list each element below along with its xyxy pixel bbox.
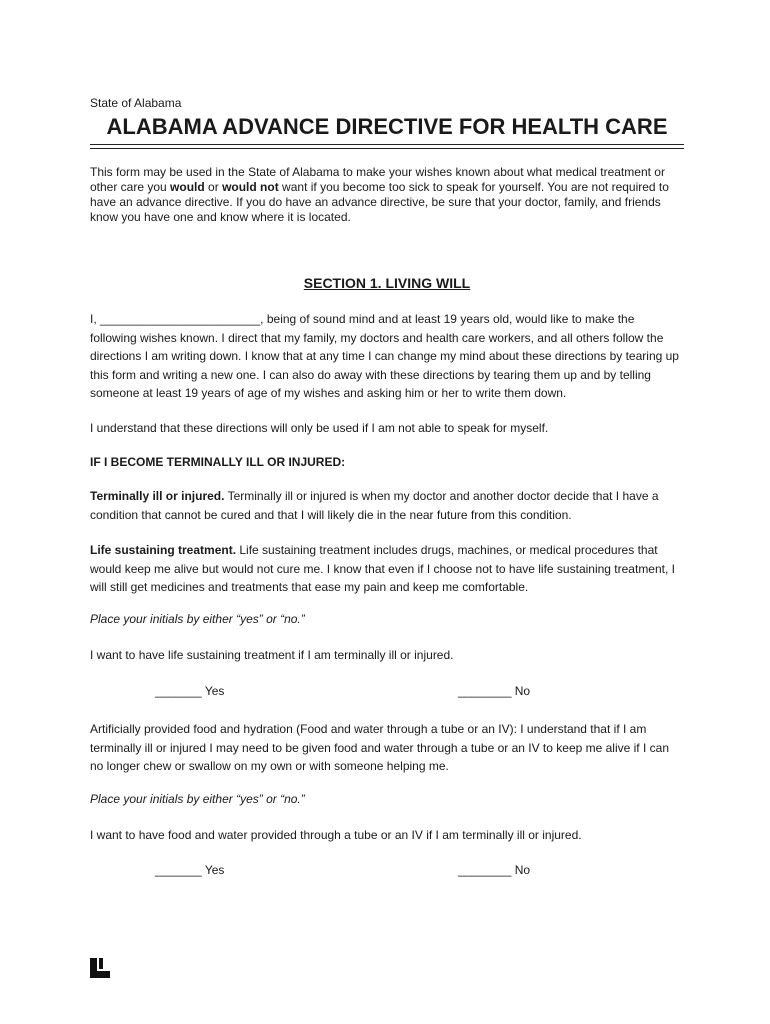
state-label: State of Alabama <box>90 96 182 110</box>
food-hydration-yes-field[interactable]: _______ Yes <box>155 863 225 877</box>
intro-bold-would: would <box>170 180 205 194</box>
intro-paragraph <box>90 165 680 225</box>
initials-instruction-2: Place your initials by either “yes” or “no.” <box>90 792 305 806</box>
initials-instruction: Place your initials by either “yes” or “no.” <box>90 612 305 626</box>
declaration-paragraph: I, ________________________, being of sound mind and at least 19 years old, would like to make the following wishes known. I direct that my family, my doctors and health care workers, and all others follow the directions I am writing down. I know that at any time I can change my mind about these directions by tearing up this form and writing a new one. I can also do away with these directions by tearing them up and by telling someone at least 19 years of age of my wishes and asking him or her to write them down. <box>90 312 679 400</box>
title-underline <box>90 144 684 145</box>
legal-templates-logo-icon <box>90 958 110 978</box>
terminal-label: Terminally ill or injured. <box>90 489 225 503</box>
intro-text-1: This form may be used in the State of Alabama to make your wishes known about what medical treatment or other care you <box>90 165 665 194</box>
title-underline-secondary <box>90 148 684 149</box>
food-hydration-question: I want to have food and water provided through a tube or an IV if I am terminally ill or injured. <box>90 828 582 842</box>
terminal-heading: IF I BECOME TERMINALLY ILL OR INJURED: <box>90 455 346 469</box>
life-sustaining-paragraph <box>90 541 684 597</box>
intro-text-3: want if you become too sick to speak for yourself. You are not required to have an advance directive. If you do have an advance directive, be sure that your doctor, family, and friends know you have one and know where it is located. <box>90 180 669 224</box>
terminal-text: Terminally ill or injured is when my doctor and another doctor decide that I have a condition that cannot be cured and that I will likely die in the near future from this condition. <box>90 489 659 522</box>
life-sustaining-no-field[interactable]: ________ No <box>458 684 531 698</box>
food-hydration-paragraph: Artificially provided food and hydration (Food and water through a tube or an IV): I understand that if I am terminally ill or injured I may need to be given food and water through a tube or an IV to keep me alive if I can no longer chew or swallow on my own or with someone helping me. <box>90 722 669 773</box>
intro-bold-would-not: would not <box>222 180 279 194</box>
life-sustaining-question: I want to have life sustaining treatment if I am terminally ill or injured. <box>90 648 454 662</box>
document-title: ALABAMA ADVANCE DIRECTIVE FOR HEALTH CARE <box>106 114 668 139</box>
life-sustaining-label: Life sustaining treatment. <box>90 543 237 557</box>
terminal-definition-paragraph <box>90 487 684 524</box>
food-hydration-no-field[interactable]: ________ No <box>458 863 531 877</box>
life-sustaining-yes-field[interactable]: _______ Yes <box>155 684 225 698</box>
life-sustaining-text: Life sustaining treatment includes drugs, machines, or medical procedures that would keep me alive but would not cure me. I know that even if I choose not to have life sustaining treatment, I will still get medicines and treatments that ease my pain and keep me comfortable. <box>90 543 675 594</box>
understanding-paragraph: I understand that these directions will only be used if I am not able to speak for myself. <box>90 421 549 435</box>
section-title: SECTION 1. LIVING WILL <box>303 275 471 291</box>
intro-text-2: or <box>204 180 223 194</box>
